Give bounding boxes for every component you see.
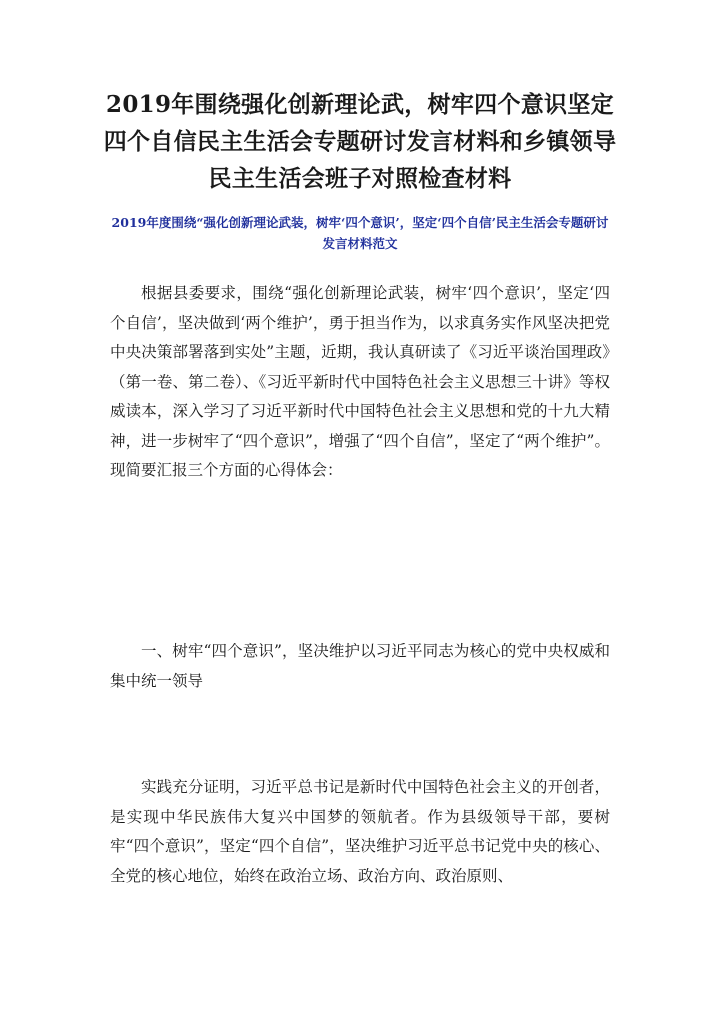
document-title: 2019年围绕强化创新理论武，树牢四个意识坚定四个自信民主生活会专题研讨发言材料和乡镇领导民主生活会班子对照检查材料 — [103, 91, 617, 192]
body-paragraph-intro: 根据县委要求，围绕“强化创新理论武装，树牢‘四个意识’，坚定‘四个自信’，坚决做到‘两个维护’，勇于担当作为，以求真务实作风坚决把党中央决策部署落到实处”主题，近期，我认真研读了《习近平谈治国理政》（第一卷、第二卷）、《习近平新时代中国特色社会主义思想三十讲》等权威读本，深入学习了习近平新时代中国特色社会主义思想和党的十九大精神，进一步树牢了“四个意识”，增强了“四个自信”，坚定了“两个维护”。现简要汇报三个方面的心得体会： — [110, 284, 610, 479]
section-heading-1: 一、树牢“四个意识”，坚决维护以习近平同志为核心的党中央权威和集中统一领导 — [110, 642, 610, 690]
body-paragraph-section-1: 实践充分证明，习近平总书记是新时代中国特色社会主义的开创者，是实现中华民族伟大复兴中国梦的领航者。作为县级领导干部，要树牢“四个意识”，坚定“四个自信”，坚决维护习近平总书记党中央的核心、全党的核心地位，始终在政治立场、政治方向、政治原则、 — [110, 778, 610, 885]
document-subtitle: 2019年度围绕“强化创新理论武装，树牢‘四个意识’，坚定‘四个自信’民主生活会专题研讨发言材料范文 — [111, 215, 609, 251]
